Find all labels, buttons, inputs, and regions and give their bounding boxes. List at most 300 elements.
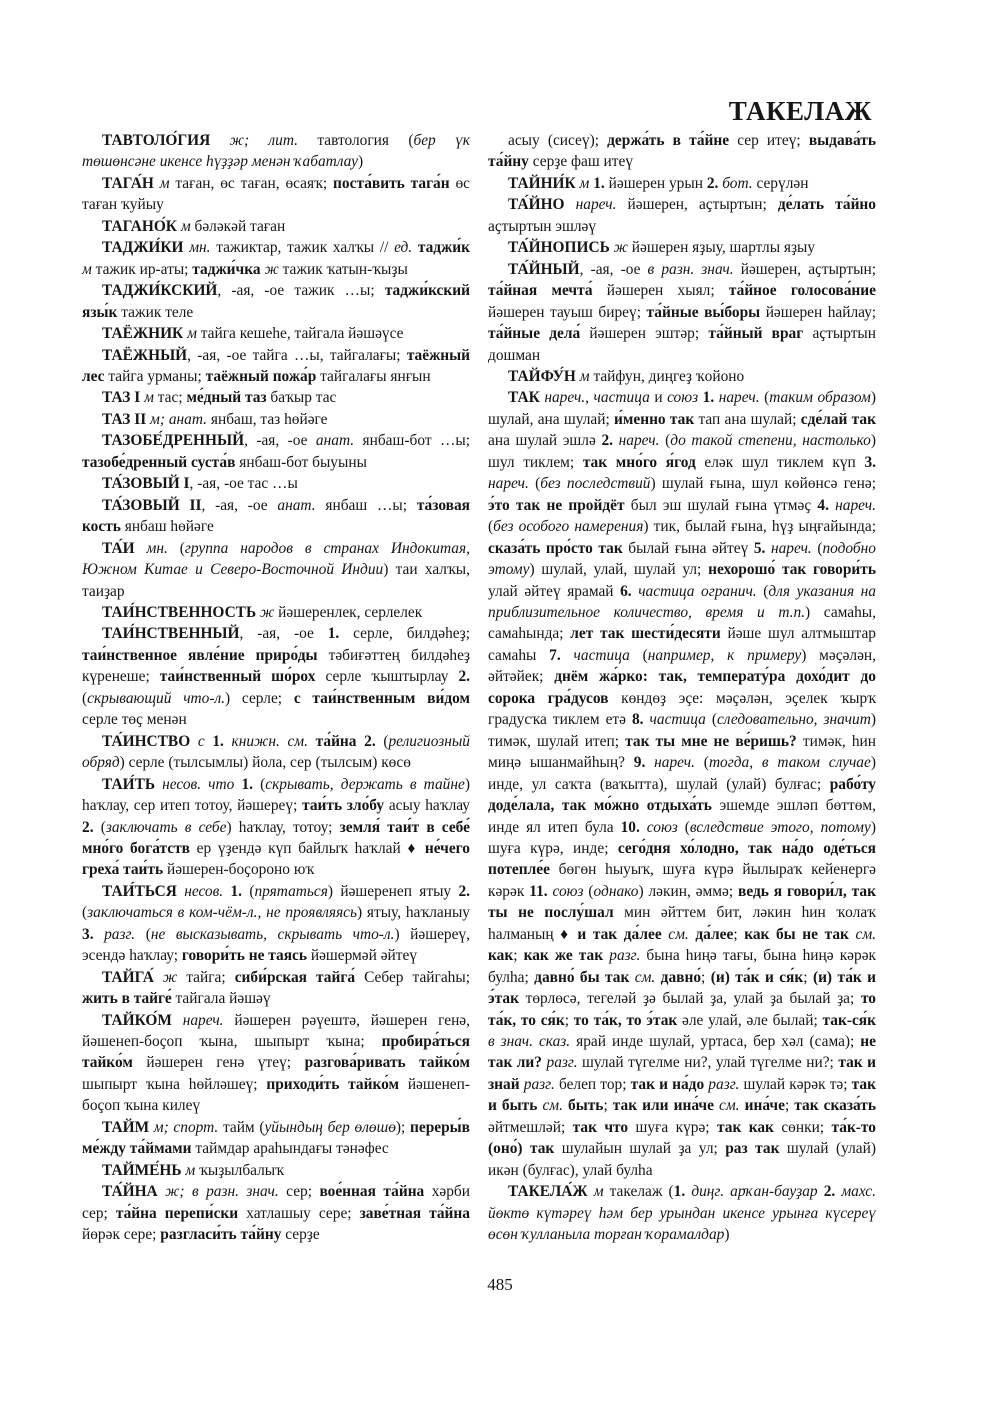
entry-text: земля́ таи́т в себе́ мно́го бога́тств	[82, 818, 470, 857]
entry-text: янбаш-бот быуыны	[235, 453, 367, 471]
entry-text: без особого намерения	[493, 518, 644, 536]
entry-text: 2.	[601, 432, 613, 450]
entry-text: (	[488, 518, 494, 536]
entry-text: баҡыр тас	[266, 389, 337, 407]
entry-text: см.	[855, 925, 876, 943]
entry-text: (	[583, 882, 594, 900]
entry-text: тәбиғәттең билдәһеҙ күренеше;	[82, 646, 471, 686]
entry-text: то та́к, то ся́к	[488, 990, 876, 1029]
entry-text: да́лее	[695, 925, 734, 943]
dictionary-entry	[82, 430, 470, 473]
entry-text: ина́че	[744, 1097, 785, 1115]
entry-text: союз	[667, 389, 699, 407]
entry-text: приходи́ть тайко́м	[266, 1075, 400, 1093]
entry-text: вое́нная та́йна	[319, 1183, 425, 1201]
entry-text: махс. йөктө күтәреү һәм бер урындан икенсе урынға күсереү өсөн ҡулланыла торған ҡорамалдар	[488, 1183, 876, 1244]
entry-text: (и) та́к и ся́к	[710, 968, 804, 986]
entry-text: и́менно так	[614, 410, 695, 428]
entry-text: тайга;	[177, 968, 235, 986]
entry-text: йөрәк сере;	[82, 1226, 161, 1244]
headword: ТАЙНИ́К	[508, 174, 576, 192]
entry-text: например, к примеру	[647, 646, 802, 664]
entry-text: пробира́ться тайко́м	[82, 1033, 470, 1072]
headword: ТАВТОЛО́ГИЯ	[102, 132, 211, 149]
dictionary-entry	[488, 387, 876, 1181]
entry-text: так и быть	[488, 1075, 876, 1115]
dictionary-entry	[82, 774, 470, 881]
dictionary-entry	[82, 387, 470, 408]
entry-text: серле төҫ менән	[82, 711, 187, 729]
entry-text: асыу һаҡлау	[384, 797, 471, 815]
entry-text: держа́ть в та́йне	[607, 132, 730, 149]
entry-text: 2.	[823, 1183, 836, 1201]
headword: ТАЗ II	[102, 410, 147, 428]
entry-text: мин әйттем бит, ләкин һин ҡолаҡ һалманың ♦	[488, 904, 876, 943]
entry-text: в знач. сказ.	[488, 1033, 571, 1051]
entry-text: 1.	[702, 389, 715, 407]
entry-text: с таи́нственным ви́дом	[293, 689, 470, 707]
entry-text: так сказа́ть	[794, 1097, 876, 1115]
dictionary-entry	[488, 194, 876, 237]
entry-text: м	[579, 367, 590, 385]
entry-text: шулай түгелме ни?, улай түгелме ни?;	[577, 1054, 839, 1072]
entry-text: ) ятыу, һаҡланыу	[356, 904, 470, 922]
entry-text: таймдар араһындағы тәнәфес	[191, 1140, 389, 1158]
entry-text: ) йәшереү, эсендә һаҡлау;	[82, 925, 470, 965]
entry-text: сөнки;	[773, 1118, 832, 1136]
entry-text: разгова́ривать тайко́м	[304, 1054, 471, 1072]
entry-text: ;	[513, 947, 524, 965]
entry-text: так и знай	[488, 1054, 876, 1093]
entry-text: м	[579, 174, 590, 192]
entry-text: белеп тор;	[554, 1075, 631, 1093]
headword: ТАЙМ	[102, 1118, 150, 1136]
entry-text: серле ҡыштырлау	[315, 668, 459, 686]
entry-text: однако	[593, 882, 639, 900]
headword: ТАЙКО́М	[102, 1011, 172, 1029]
entry-text: скрывающий что-л.	[87, 689, 226, 707]
entry-text: прятаться	[254, 882, 328, 900]
entry-text: м	[593, 1183, 604, 1201]
entry-text: аҫтыртын дошман	[488, 325, 877, 364]
entry-text: , -ая, -ое	[244, 432, 316, 450]
entry-text: (и) та́к и э́так	[488, 968, 877, 1008]
entry-text: в разн. знач.	[647, 260, 734, 278]
entry-text: ж	[162, 968, 178, 986]
entry-text: таи́нственный шо́рох	[159, 668, 316, 686]
entry-text: так мно́го я́год	[582, 453, 696, 471]
dictionary-entry	[488, 173, 876, 194]
entry-text: ж; в разн. знач.	[165, 1183, 279, 1201]
entry-text: ж	[264, 260, 279, 278]
entry-text: так ты мне не ве́ришь?	[625, 732, 797, 750]
entry-text: йәшерен, аҫтыртын;	[616, 196, 778, 214]
entry-text: разг.	[104, 925, 136, 943]
entry-text: подобно этому	[488, 539, 876, 579]
entry-text: сде́лай так	[800, 410, 876, 428]
entry-text: йәшерен урын	[604, 174, 707, 192]
headword: ТА́ЙНЫЙ	[508, 260, 580, 278]
entry-text: тап ана шулай;	[694, 410, 801, 428]
entry-text: ана шулай эшлә	[488, 432, 602, 450]
entry-text: ж	[613, 239, 628, 257]
entry-text: м	[180, 217, 191, 235]
entry-text: союз	[552, 882, 584, 900]
dictionary-entry	[82, 473, 470, 494]
dictionary-entry	[82, 280, 470, 323]
entry-text	[640, 819, 647, 836]
entry-text: ) тик, былай ғына, һүҙ ыңғайында;	[643, 518, 876, 536]
headword: ТА́ИНСТВО	[102, 732, 191, 750]
entry-text: книжн. см.	[231, 732, 308, 750]
entry-text: быть	[568, 1097, 604, 1115]
entry-text: м; спорт.	[153, 1118, 219, 1136]
entry-text: (	[528, 475, 541, 493]
dictionary-entry	[82, 538, 470, 602]
dictionary-entry	[488, 130, 876, 173]
entry-text	[565, 196, 576, 213]
entry-text: поста́вить тага́н	[333, 174, 450, 192]
entry-text: 4.	[817, 496, 829, 514]
entry-text: м	[185, 1161, 196, 1179]
entry-text: таи́ть зло́бу	[302, 797, 385, 815]
dictionary-entry	[82, 1117, 470, 1160]
entry-text: йәше шул алтмыштар самаһы	[488, 625, 877, 664]
entry-text: шуға күрә;	[628, 1118, 717, 1136]
entry-text: группа народов в странах Индокитая, Южном Китае и Северо-Восточной Индии	[82, 539, 470, 579]
entry-text: (	[705, 711, 717, 729]
entry-text: давно́ бы так	[534, 968, 630, 986]
entry-text: такелаж (	[603, 1183, 674, 1201]
entry-text: (	[167, 539, 185, 557]
dictionary-entry	[488, 366, 876, 387]
entry-text	[210, 132, 229, 149]
entry-text: тавтология (	[297, 132, 414, 149]
entry-text: бәләкәй таған	[190, 217, 286, 235]
entry-text: тайга урманы;	[104, 367, 206, 385]
entry-text: см.	[634, 968, 656, 986]
entry-text: мн.	[189, 239, 211, 257]
entry-text: еләк шул тиклем күп	[695, 453, 865, 471]
entry-text: с	[197, 732, 205, 750]
dictionary-entry	[82, 216, 470, 237]
entry-text: бөгөн һыуыҡ, шуға күрә йылыраҡ кейенергә кәрәк	[488, 861, 876, 900]
entry-text: ) шулай, ана шулай;	[488, 389, 876, 428]
headword: ТАИ́ТЬ	[102, 775, 156, 793]
entry-text: , -ая, -ое	[579, 260, 648, 278]
entry-text: до такой степени, настолько	[670, 432, 871, 450]
entry-text	[190, 733, 198, 750]
headword: ТАЗОБЕ́ДРЕННЫЙ	[102, 432, 245, 450]
entry-text: сказа́ть про́сто так	[488, 539, 623, 557]
entry-text: ) йәшеренеп ятыу	[327, 882, 459, 900]
dictionary-entry	[82, 1181, 470, 1245]
entry-text: не так ли?	[488, 1033, 876, 1072]
dictionary-entry	[82, 409, 470, 430]
entry-text: ) тимәк, шулай итеп;	[488, 711, 876, 750]
entry-text: 2.	[458, 882, 470, 900]
entry-text: нареч.	[575, 196, 617, 214]
entry-text: (	[375, 732, 389, 750]
entry-text	[308, 733, 316, 750]
entry-text: йәшенеп-боҫоп ҡына килеү	[82, 1075, 470, 1115]
entry-text: и	[649, 389, 668, 407]
entry-text: йәшерен тауыш биреү;	[488, 303, 647, 321]
entry-text: (	[756, 582, 769, 600]
entry-text: 7.	[549, 646, 561, 664]
entry-text: ме́дный таз	[186, 389, 267, 407]
running-head: ТАКЕЛАЖ	[728, 96, 872, 126]
entry-text: )	[357, 153, 364, 171]
headword: ТА́ЙНОПИСЬ	[508, 239, 610, 257]
headword: ТАЙГА́	[102, 968, 154, 986]
entry-text: таёжный лес	[82, 346, 470, 385]
entry-text: был эш шулай ғына үтмәҫ	[624, 496, 818, 514]
entry-text: см.	[668, 925, 689, 943]
entry-text: как	[488, 947, 514, 965]
entry-text: м; анат.	[150, 410, 208, 428]
entry-text: ;	[784, 1097, 795, 1115]
page-number: 485	[487, 1275, 513, 1294]
entry-text: ж	[259, 603, 275, 621]
entry-text: та́йна перепи́ски	[115, 1204, 239, 1222]
entry-text: көндөҙ эҫе: мәҫәлән, эҫелек ҡырҡ градусҡа тиклем етә	[488, 689, 877, 729]
entry-text: заве́тная та́йна	[359, 1204, 470, 1222]
entry-text: тажик ҡатын-ҡыҙы	[278, 260, 408, 278]
entry-text	[561, 647, 574, 664]
entry-text: ) мәҫәлән, әйтәйек;	[488, 646, 876, 686]
entry-text: ;	[564, 1011, 574, 1029]
entry-text: йәшермәй әйтеү	[307, 947, 418, 965]
entry-text: 1.	[593, 174, 605, 192]
entry-text: улай әйтеү ярамай	[488, 582, 621, 600]
headword: ТАКЕЛА́Ж	[508, 1183, 588, 1201]
entry-text: нареч.	[618, 432, 660, 450]
entry-text: ) шуға күрә, инде;	[488, 818, 876, 857]
entry-text: янбаш-бот …ы;	[354, 432, 470, 450]
entry-text: ) шулай ғына, шул көйөнсә генә;	[650, 475, 876, 493]
entry-text: бер үк төшөнсәне икенсе һүҙҙәр менән ҡабатлау	[82, 132, 470, 171]
entry-text: таджи́чка	[192, 260, 261, 278]
entry-text: йәшерен-боҫороно юҡ	[163, 861, 315, 879]
entry-text: говори́ть не таясь	[181, 947, 307, 965]
entry-text: (	[82, 904, 88, 922]
entry-text: м	[82, 260, 92, 278]
entry-text: (	[694, 754, 709, 772]
entry-text: ведь я говори́л, так ты не послу́шал	[488, 882, 876, 922]
entry-text: йәшеренлек, серлелек	[274, 603, 423, 621]
entry-text: нареч.	[718, 389, 760, 407]
entry-text: тимәк, һин миңә ышанмайһың?	[488, 732, 876, 772]
entry-text: нареч.	[182, 1011, 224, 1029]
entry-text: 1.	[241, 775, 253, 793]
entry-text: так что	[572, 1118, 629, 1136]
entry-text: (	[82, 689, 88, 707]
entry-text: частица	[649, 711, 706, 729]
entry-text: Себер тайгаһы;	[355, 968, 470, 986]
entry-text: следовательно, значит	[716, 711, 871, 729]
entry-text: эшемде эшләп бөттөм, инде ял итеп була	[488, 797, 876, 836]
entry-text: днём жа́рко: так, температу́ра дохо́дит до сорока гра́дусов	[488, 668, 876, 707]
entry-text: (	[811, 539, 823, 557]
entry-text: нареч.	[770, 539, 812, 557]
entry-text: тайгалағы янғын	[316, 367, 431, 385]
entry-text: , -ая, -ое тас …ы	[189, 475, 298, 493]
dictionary-entry	[82, 495, 470, 538]
entry-text: то та́к, то э́так	[573, 1011, 678, 1029]
entry-text	[94, 926, 105, 943]
entry-text: уйындың бер өлөшө	[264, 1118, 396, 1136]
headword: ТАИ́ТЬСЯ	[102, 882, 177, 900]
entry-text: так или ина́че	[612, 1097, 714, 1115]
dictionary-entry	[82, 1010, 470, 1117]
headword: ТАЙМЕ́НЬ	[102, 1161, 182, 1179]
entry-text: йәшерен хыял;	[592, 282, 729, 300]
dictionary-entry	[82, 967, 470, 1010]
entry-text: ;	[603, 1097, 613, 1115]
dictionary-entry	[82, 130, 470, 173]
entry-text: 3.	[864, 453, 876, 471]
dictionary-entry	[82, 602, 470, 623]
entry-text: нареч.	[654, 754, 695, 772]
entry-text: 1.	[230, 882, 243, 900]
entry-text: ҡыҙылбалыҡ	[195, 1161, 284, 1179]
entry-text: бына һиңә тағы, бына һиңә кәрәк булһа;	[488, 947, 877, 986]
dictionary-entry	[488, 237, 876, 258]
entry-text: ) самаһы, самаһында;	[488, 603, 876, 643]
entry-text: та́йные вы́боры	[646, 303, 761, 321]
entry-text: м	[144, 389, 154, 407]
entry-text: , -ая, -ое тажик …ы;	[217, 282, 385, 300]
entry-text: серле, билдәһеҙ;	[339, 625, 470, 643]
entry-text: та́йна 2.	[315, 732, 376, 750]
entry-text: (	[759, 389, 770, 407]
entry-text: та́зовая кость	[82, 496, 470, 536]
entry-text: диңг. арҡан-бауҙар	[691, 1183, 818, 1201]
entry-text: тайм (	[218, 1118, 265, 1136]
entry-text: э́то так не пройдёт	[488, 496, 625, 514]
entry-text: 11.	[529, 882, 548, 900]
entry-text: йәшерен яҙыу, шартлы яҙыу	[627, 239, 816, 257]
headword: ТАИ́НСТВЕННЫЙ	[102, 625, 240, 643]
headword: ТАЙФУ́Н	[508, 367, 576, 385]
entry-text: 1.	[673, 1183, 686, 1201]
entry-text: таёжный пожа́р	[205, 367, 317, 385]
entry-text: частица огранич.	[638, 582, 757, 600]
entry-text: та́йный враг	[708, 325, 804, 343]
entry-text: йәшерен, аҫтыртын;	[733, 260, 876, 278]
entry-text: тайгала йәшәү	[171, 990, 271, 1008]
entry-text: ) һаҡлау, сер итеп тотоу, йәшереү;	[82, 775, 470, 815]
entry-text: так как	[717, 1118, 774, 1136]
entry-text: без последствий	[540, 475, 651, 493]
entry-text: серҙе	[281, 1226, 320, 1244]
entry-text: шулай кәрәк тә;	[739, 1075, 852, 1093]
entry-text: раз так	[725, 1140, 780, 1158]
entry-text: рабо́ту доде́лала, так мо́жно отдыха́ть	[488, 775, 876, 815]
headword: ТАК	[508, 389, 540, 407]
left-column	[82, 130, 470, 1246]
entry-text: таи́нственное явле́ние приро́ды	[82, 646, 318, 664]
entry-text: 9.	[633, 754, 646, 772]
entry-text: нареч., частица	[544, 389, 650, 407]
entry-text: так-ся́к	[822, 1011, 876, 1029]
entry-text: шулайын шулай ҙа ул;	[554, 1140, 726, 1158]
entry-text: 2.	[458, 668, 470, 686]
headword: ТАЁЖНЫЙ	[102, 346, 188, 364]
headword: ТА́ЗОВЫЙ I	[102, 475, 190, 493]
entry-text	[154, 969, 163, 986]
entry-text: );	[395, 1118, 410, 1136]
entry-text: янбаш, таз һөйәге	[207, 410, 328, 428]
headword: ТАДЖИ́КСКИЙ	[102, 282, 218, 300]
entry-text	[135, 540, 147, 557]
entry-text: вследствие этого, потому	[689, 818, 871, 836]
headword: ТАЗ I	[102, 389, 141, 407]
entry-text: ) инде, ул саҡта (ваҡытта), шулай (улай) булғас;	[488, 754, 876, 793]
entry-text	[172, 1012, 183, 1029]
entry-text: таған, өс таған, өсаяҡ;	[169, 174, 334, 192]
headword: ТА́ЙНА	[102, 1183, 158, 1201]
entry-text: 10.	[620, 818, 640, 836]
entry-text: религиозный обряд	[82, 732, 470, 772]
entry-text: тажиктар, тажик халҡы //	[210, 239, 395, 257]
entry-text: ;	[701, 968, 711, 986]
headword: ТАГАНО́К	[102, 217, 177, 235]
entry-text: ярай инде шулай, уртаса, бер хәл (сама);	[570, 1033, 861, 1051]
dictionary-entry	[82, 731, 470, 774]
entry-text: мн.	[146, 539, 168, 557]
entry-text: давно́	[660, 968, 702, 986]
entry-text: ) һаҡлау, тотоу;	[226, 818, 340, 836]
entry-text: янбаш …ы;	[315, 496, 417, 514]
entry-text: сиби́рская тайга́	[234, 968, 356, 986]
entry-text: не высказывать, скрывать что-л.	[150, 925, 395, 943]
entry-text: анат.	[277, 496, 316, 514]
entry-text: йәшерен эштәр;	[580, 325, 709, 343]
dictionary-entry	[82, 345, 470, 388]
entry-text: разгласи́ть та́йну	[160, 1226, 282, 1244]
headword: ТА́ЙНО	[508, 196, 565, 214]
entry-text: 5.	[753, 539, 766, 557]
entry-text: выдава́ть та́йну	[488, 132, 876, 171]
entry-text: разг.	[546, 1054, 578, 1072]
entry-text: тогда, в таком случае	[708, 754, 871, 772]
entry-text: несов.	[184, 882, 224, 900]
headword: ТА́И	[102, 539, 135, 557]
entry-text: асыу (сисеү);	[508, 132, 608, 149]
entry-text: частица	[573, 646, 630, 664]
entry-text: ;	[733, 925, 745, 943]
entry-text: серҙе фаш итеү	[528, 153, 634, 171]
entry-text	[224, 733, 232, 750]
entry-text: нехорошо́ так говори́ть	[708, 561, 876, 579]
entry-text: 2.	[706, 174, 719, 192]
entry-text: м	[187, 325, 197, 343]
entry-text: тайга кешеһе, тайгала йәшәүсе	[196, 325, 404, 343]
entry-text	[645, 754, 654, 771]
entry-text: м	[159, 174, 170, 192]
entry-text: (	[135, 925, 151, 943]
entry-text: хатлашыу сере;	[238, 1204, 360, 1222]
entry-text: ;	[803, 968, 813, 986]
entry-text: союз	[646, 818, 678, 836]
headword: ТАГА́Н	[102, 174, 154, 192]
dictionary-entry	[82, 881, 470, 967]
entry-text: заключать в себе	[105, 818, 227, 836]
entry-text: та́йное голосова́ние	[728, 282, 876, 300]
entry-text: таджи́кский язы́к	[82, 282, 470, 321]
